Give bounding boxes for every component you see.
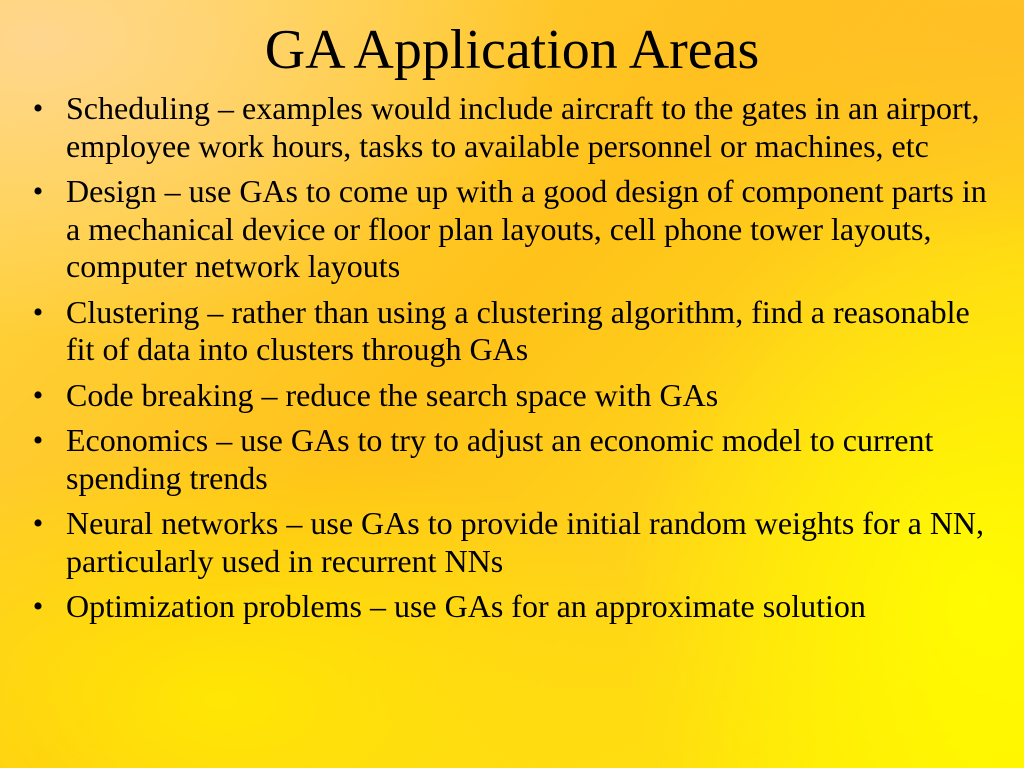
bullet-text: Code breaking – reduce the search space with GAs	[66, 376, 719, 413]
bullet-item-neural-networks	[28, 505, 998, 580]
bullet-item-code-breaking	[28, 377, 998, 415]
bullet-item-scheduling	[28, 90, 998, 165]
bullet-icon: •	[32, 92, 44, 125]
bullet-text: Optimization problems – use GAs for an approximate solution	[66, 588, 866, 624]
bullet-item-clustering	[28, 294, 998, 369]
bullet-text: Economics – use GAs to try to adjust an economic model to current spending trends	[66, 422, 934, 496]
bullet-icon: •	[32, 378, 44, 412]
bullet-item-optimization	[28, 588, 998, 626]
bullet-item-economics	[28, 422, 998, 497]
bullet-text: Scheduling – examples would include aircraft to the gates in an airport, employee work hours, tasks to available personnel or machines, etc	[66, 90, 980, 164]
bullet-icon: •	[32, 424, 44, 457]
bullet-list	[28, 90, 998, 634]
bullet-item-design	[28, 173, 998, 286]
bullet-icon: •	[32, 175, 44, 208]
bullet-text: Design – use GAs to come up with a good design of component parts in a mechanical device or floor plan layouts, cell phone tower layouts, computer network layouts	[66, 173, 987, 284]
bullet-text: Neural networks – use GAs to provide initial random weights for a NN, particularly used in recurrent NNs	[66, 505, 985, 579]
bullet-icon: •	[32, 295, 44, 329]
bullet-icon: •	[32, 507, 44, 540]
bullet-text: Clustering – rather than using a clustering algorithm, find a reasonable fit of data into clusters through GAs	[66, 293, 970, 367]
slide-title: GA Application Areas	[264, 19, 760, 81]
bullet-icon: •	[32, 590, 44, 623]
